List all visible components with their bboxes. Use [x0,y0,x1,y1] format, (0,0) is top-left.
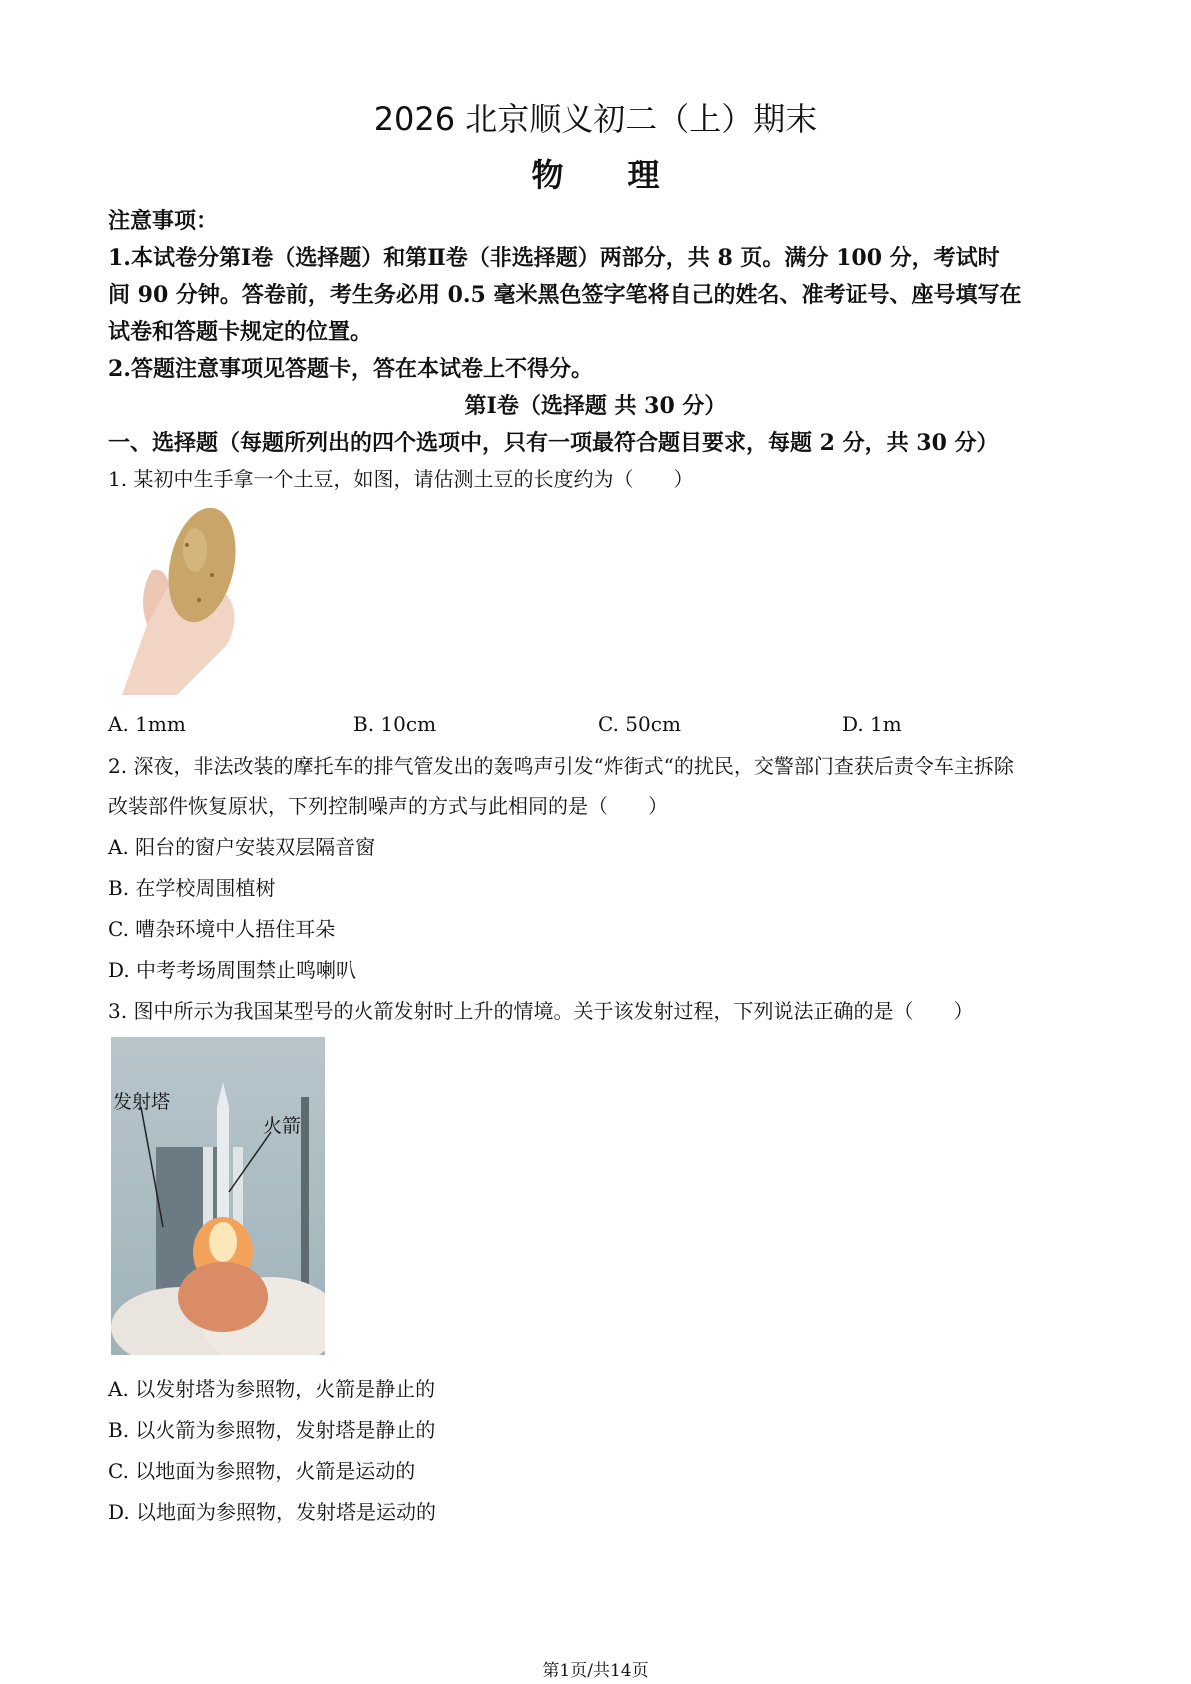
launch-tower-label: 发射塔 [113,1091,171,1113]
potato-in-hand-image [117,505,252,695]
notes-heading: 注意事项： [108,208,219,234]
notes-line: 2.答题注意事项见答题卡，答在本试卷上不得分。 [108,356,593,382]
q2-option-b: B. 在学校周围植树 [108,876,276,900]
q3-option-c: C. 以地面为参照物，火箭是运动的 [108,1459,416,1483]
rocket-launch-image [111,1037,325,1355]
section-title: 第Ⅰ卷（选择题 共 30 分） [464,393,727,419]
question-2-stem: 2. 深夜，非法改装的摩托车的排气管发出的轰鸣声引发“炸街式“的扰民，交警部门查获后责令车主拆除 [108,754,1014,778]
question-3-stem: 3. 图中所示为我国某型号的火箭发射时上升的情境。关于该发射过程，下列说法正确的是（ ） [108,999,974,1023]
q2-option-c: C. 嘈杂环境中人捂住耳朵 [108,917,336,941]
q1-option-b: B. 10cm [353,712,437,736]
subject-title: 物 理 [531,156,660,194]
q2-option-a: A. 阳台的窗户安装双层隔音窗 [108,835,376,859]
q1-option-c: C. 50cm [598,712,681,736]
notes-line: 间 90 分钟。答卷前，考生务必用 0.5 毫米黑色签字笔将自己的姓名、准考证号、座号填写在 [108,282,1022,308]
section-instructions: 一、选择题（每题所列出的四个选项中，只有一项最符合题目要求，每题 2 分，共 30 分） [108,430,999,456]
page-footer: 第1页/共14页 [542,1661,649,1681]
q2-option-d: D. 中考考场周围禁止鸣喇叭 [108,958,357,982]
q1-option-d: D. 1m [842,712,902,736]
notes-line: 试卷和答题卡规定的位置。 [108,319,373,345]
q1-option-a: A. 1mm [108,712,186,736]
q3-option-d: D. 以地面为参照物，发射塔是运动的 [108,1500,437,1524]
notes-line: 1.本试卷分第Ⅰ卷（选择题）和第Ⅱ卷（非选择题）两部分，共 8 页。满分 100 分，考试时 [108,245,1000,271]
q3-option-a: A. 以发射塔为参照物，火箭是静止的 [108,1377,436,1401]
exam-title: 2026 北京顺义初二（上）期末 [373,100,818,138]
question-2-stem: 改装部件恢复原状，下列控制噪声的方式与此相同的是（ ） [108,794,668,818]
question-1-stem: 1. 某初中生手拿一个土豆，如图，请估测土豆的长度约为（ ） [108,467,694,491]
q3-option-b: B. 以火箭为参照物，发射塔是静止的 [108,1418,436,1442]
rocket-label: 火箭 [263,1115,302,1137]
